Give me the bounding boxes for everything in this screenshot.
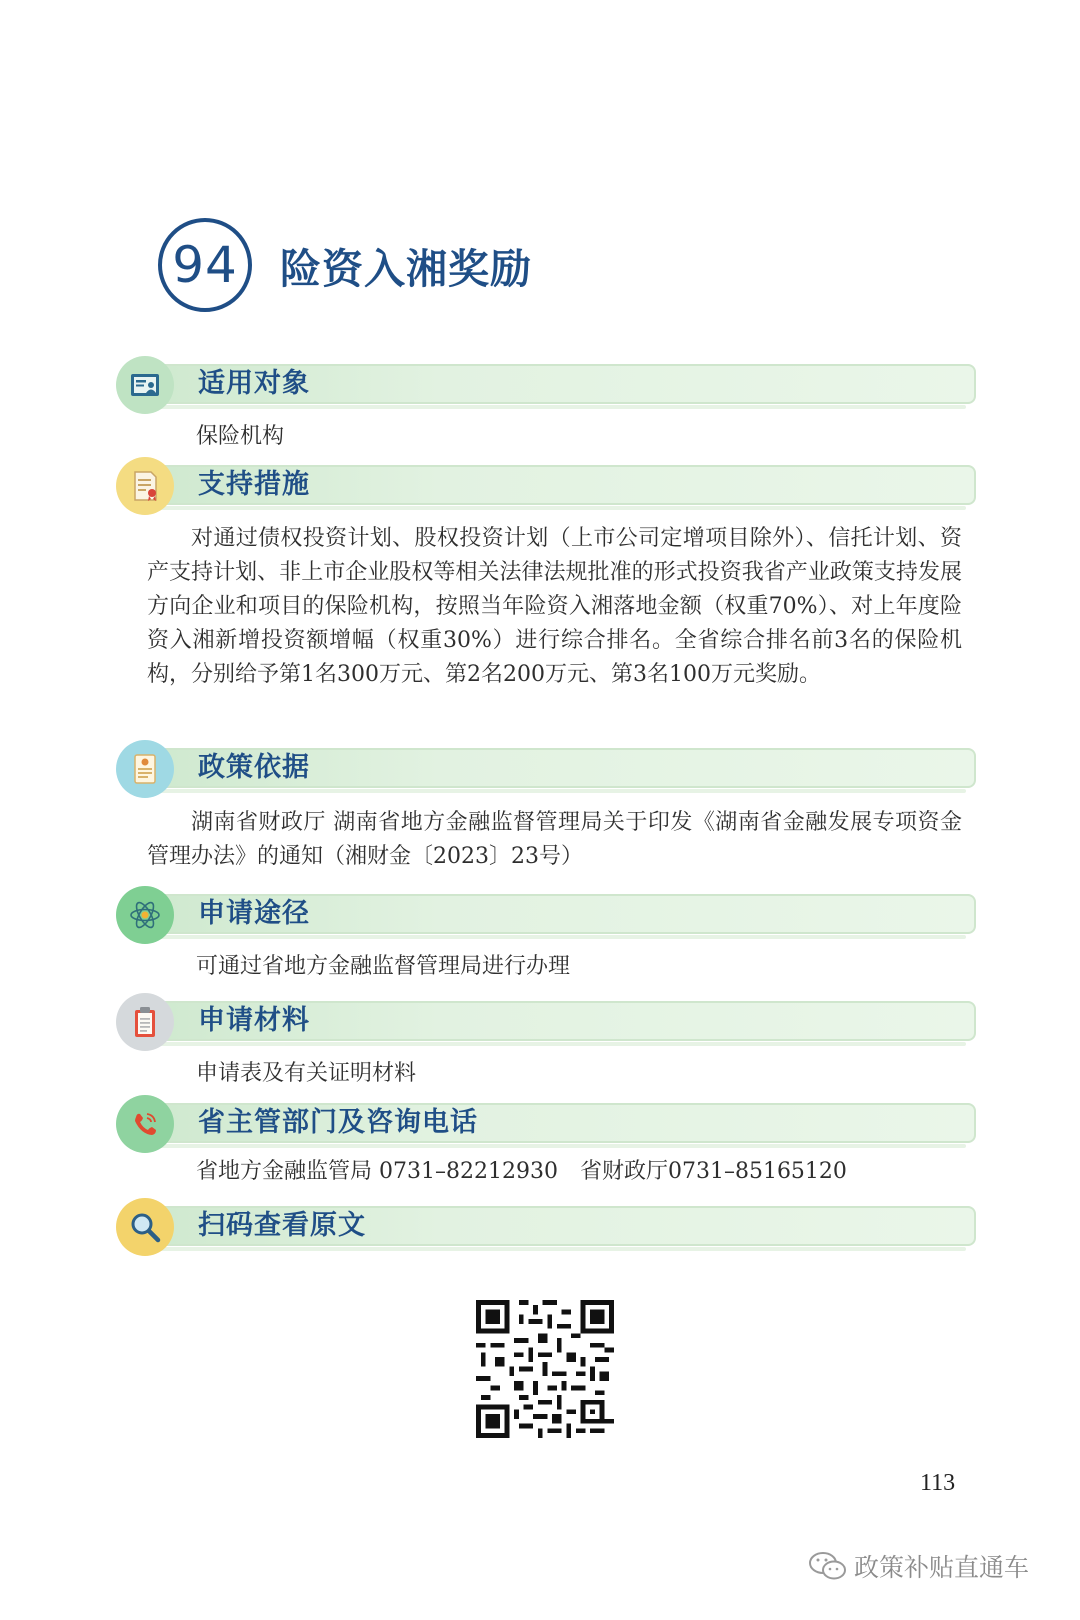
item-number-badge: 94 — [158, 218, 252, 312]
page-header — [158, 214, 532, 316]
page-title: 险资入湘奖励 — [280, 244, 532, 293]
certificate-icon — [116, 457, 174, 515]
section-header-channel — [116, 886, 976, 944]
section-header-policy-basis — [116, 740, 976, 798]
section-title: 适用对象 — [198, 368, 310, 399]
section-header-eligibility — [116, 356, 976, 414]
section-header-contact — [116, 1095, 976, 1153]
section-body-eligibility: 保险机构 — [196, 424, 285, 449]
section-header-materials — [116, 993, 976, 1051]
section-header-measures — [116, 457, 976, 515]
document-icon — [116, 740, 174, 798]
section-body-measures: 对通过债权投资计划、股权投资计划（上市公司定增项目除外）、信托计划、资产支持计划、非上市企业股权等相关法律法规批准的形式投资我省产业政策支持发展方向企业和项目的保险机构，按照当年险资入湘落地金额（权重70%）、对上年度险资入湘新增投资额增幅（权重30%）进行综合排名。全省综合排名前3名的保险机构，分别给予第1名300万元、第2名200万元、第3名100万元奖励。 — [147, 526, 962, 687]
section-title: 省主管部门及咨询电话 — [198, 1107, 478, 1138]
section-title: 扫码查看原文 — [198, 1210, 366, 1241]
section-body-contact: 省地方金融监管局 0731–82212930 省财政厅0731–85165120 — [196, 1159, 847, 1184]
section-body-channel: 可通过省地方金融监督管理局进行办理 — [196, 954, 571, 979]
qr-code[interactable] — [476, 1300, 614, 1438]
watermark-text: 政策补贴直通车 — [854, 1553, 1030, 1582]
wechat-icon — [808, 1550, 848, 1582]
section-title: 支持措施 — [198, 469, 310, 500]
page-number: 113 — [920, 1470, 956, 1496]
section-title: 申请材料 — [198, 1005, 310, 1036]
magnifier-icon — [116, 1198, 174, 1256]
section-title: 政策依据 — [198, 752, 310, 783]
phone-icon — [116, 1095, 174, 1153]
watermark — [808, 1548, 1029, 1584]
section-body-policy-basis: 湖南省财政厅 湖南省地方金融监督管理局关于印发《湖南省金融发展专项资金管理办法》的通知（湘财金〔2023〕23号） — [147, 810, 962, 869]
section-body-materials: 申请表及有关证明材料 — [196, 1061, 417, 1086]
section-header-scan — [116, 1198, 976, 1256]
id-card-icon — [116, 356, 174, 414]
section-title: 申请途径 — [198, 898, 310, 929]
atom-icon — [116, 886, 174, 944]
clipboard-icon — [116, 993, 174, 1051]
